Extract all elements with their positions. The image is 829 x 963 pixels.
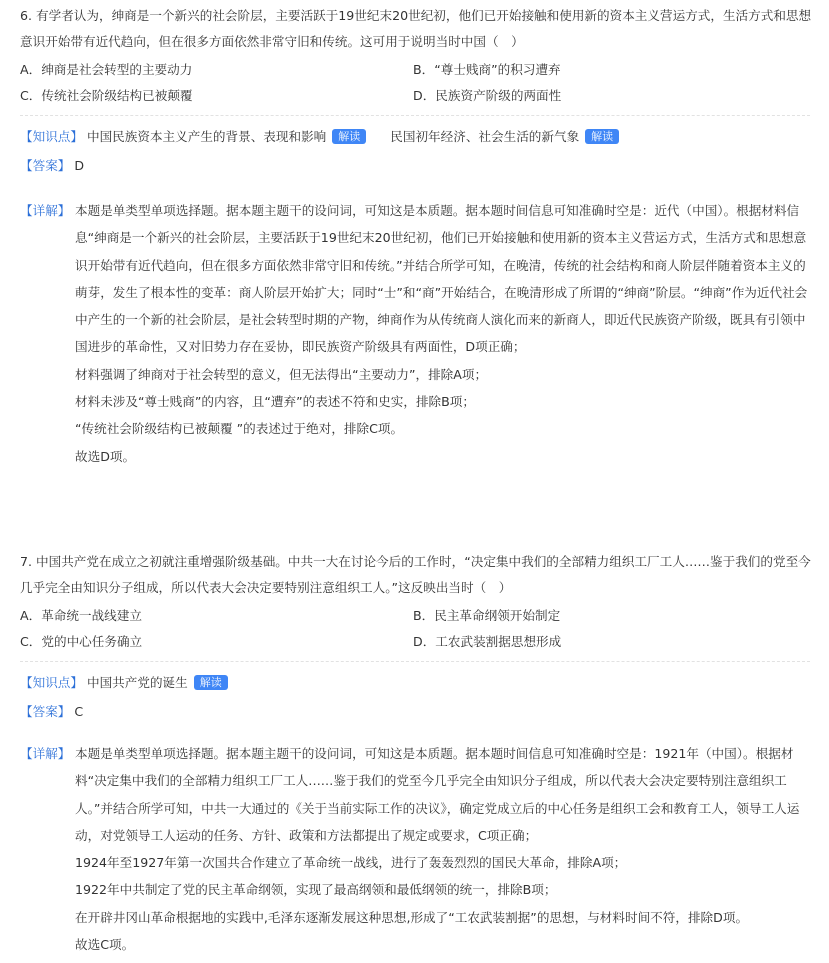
- detail-body: [75, 740, 815, 958]
- detail-paragraph: 本题是单类型单项选择题。据本题主题干的设问词，可知这是本质题。据本题时间信息可知准确时空是：1921年（中国）。根据材料“决定集中我们的全部精力组织工厂工人……鉴于我们的党至今几乎完全由知识分子组成，所以代表大会决定要特别注意组织工人。”并结合所学可知，中共一大通过的《关于当前实际工作的决议》，确定党成立后的中心任务是组织工会和教育工人，领导工人运动，对党领导工人运动的任务、方针、政策和方法都提出了规定或要求，C项正确；: [75, 746, 800, 843]
- detail-paragraph: 故选D项。: [75, 448, 136, 464]
- detail-section: [20, 740, 815, 958]
- interpret-badge[interactable]: 解读: [194, 675, 228, 690]
- option-a[interactable]: A．革命统一战线建立: [20, 608, 142, 623]
- options: [20, 603, 815, 655]
- question-stem: 6. 有学者认为，绅商是一个新兴的社会阶层，主要活跃于19世纪末20世纪初，他们已开始接触和使用新的资本主义营运方式，生活方式和思想意识开始带有近代趋向，但在很多方面依然非常守旧和传统。这可用于说明当时中国（ ）: [20, 8, 812, 49]
- question-stem: 7. 中国共产党在成立之初就注重增强阶级基础。中共一大在讨论今后的工作时，“决定集中我们的全部精力组织工厂工人……鉴于我们的党至今几乎完全由知识分子组成，所以代表大会决定要特别注意组织工人。”这反映出当时（ ）: [20, 554, 811, 595]
- option-d[interactable]: D．民族资产阶级的两面性: [413, 88, 562, 103]
- detail-section: [20, 197, 815, 470]
- knowledge-point[interactable]: 民国初年经济、社会生活的新气象: [390, 129, 580, 144]
- detail-paragraph: 材料未涉及“尊士贱商”的内容，且“遭弃”的表述不符和史实，排除B项；: [75, 394, 475, 410]
- detail-label: 【详解】: [20, 203, 71, 218]
- answer-value: D: [74, 158, 85, 173]
- interpret-badge[interactable]: 解读: [585, 129, 619, 144]
- answer-row: [20, 702, 83, 722]
- divider: [20, 661, 810, 662]
- detail-paragraph: 1924年至1927年第一次国共合作建立了革命统一战线，进行了轰轰烈烈的国民大革命，排除A项；: [75, 855, 627, 871]
- detail-body: [75, 197, 815, 470]
- option-c[interactable]: C．传统社会阶级结构已被颠覆: [20, 88, 193, 103]
- interpret-badge[interactable]: 解读: [332, 129, 366, 144]
- option-b[interactable]: B．民主革命纲领开始制定: [413, 608, 561, 623]
- option-d[interactable]: D．工农武装割据思想形成: [413, 634, 562, 649]
- knowledge-label: 【知识点】: [20, 675, 83, 690]
- knowledge-point-row: [20, 673, 228, 693]
- detail-paragraph: 材料强调了绅商对于社会转型的意义，但无法得出“主要动力”，排除A项；: [75, 366, 488, 382]
- detail-paragraph: 本题是单类型单项选择题。据本题主题干的设问词，可知这是本质题。据本题时间信息可知准确时空是：近代（中国）。根据材料信息“绅商是一个新兴的社会阶层，主要活跃于19世纪末20世纪初，他们已开始接触和使用新的资本主义营运方式，生活方式和思想意识开始带有近代趋向，但在很多方面依然非常守旧和传统。”并结合所学可知，在晚清，传统的社会结构和商人阶层伴随着资本主义的萌芽，发生了根本性的变革：商人阶层开始扩大；同时“士”和“商”开始结合，在晚清形成了所谓的“绅商”阶层。“绅商”作为近代社会中产生的一个新的社会阶层，是社会转型时期的产物，绅商作为从传统商人演化而来的新商人，即近代民族资产阶级，既具有引领中国进步的革命性，又对旧势力存在妥协，即民族资产阶级具有两面性，D项正确；: [75, 203, 808, 355]
- option-b[interactable]: B．“尊士贱商”的积习遭弃: [413, 62, 561, 77]
- answer-label: 【答案】: [20, 704, 71, 719]
- detail-paragraph: 故选C项。: [75, 937, 135, 953]
- option-a[interactable]: A．绅商是社会转型的主要动力: [20, 62, 193, 77]
- detail-paragraph: 在开辟井冈山革命根据地的实践中,毛泽东逐渐发展这种思想,形成了“工农武装割据”的思想，与材料时间不符，排除D项。: [75, 909, 749, 925]
- options: [20, 57, 815, 109]
- question-6: [20, 3, 815, 109]
- question-7: [20, 549, 815, 655]
- detail-paragraph: “传统社会阶级结构已被颠覆 ”的表述过于绝对，排除C项。: [75, 421, 404, 437]
- divider: [20, 115, 810, 116]
- detail-paragraph: 1922年中共制定了党的民主革命纲领，实现了最高纲领和最低纲领的统一，排除B项；: [75, 882, 557, 898]
- answer-value: C: [74, 704, 84, 719]
- option-c[interactable]: C．党的中心任务确立: [20, 634, 143, 649]
- knowledge-point[interactable]: 中国共产党的诞生: [86, 675, 188, 690]
- knowledge-point-row: [20, 127, 619, 147]
- knowledge-label: 【知识点】: [20, 129, 83, 144]
- answer-label: 【答案】: [20, 158, 71, 173]
- detail-label: 【详解】: [20, 746, 71, 761]
- answer-row: [20, 156, 84, 176]
- knowledge-point[interactable]: 中国民族资本主义产生的背景、表现和影响: [86, 129, 327, 144]
